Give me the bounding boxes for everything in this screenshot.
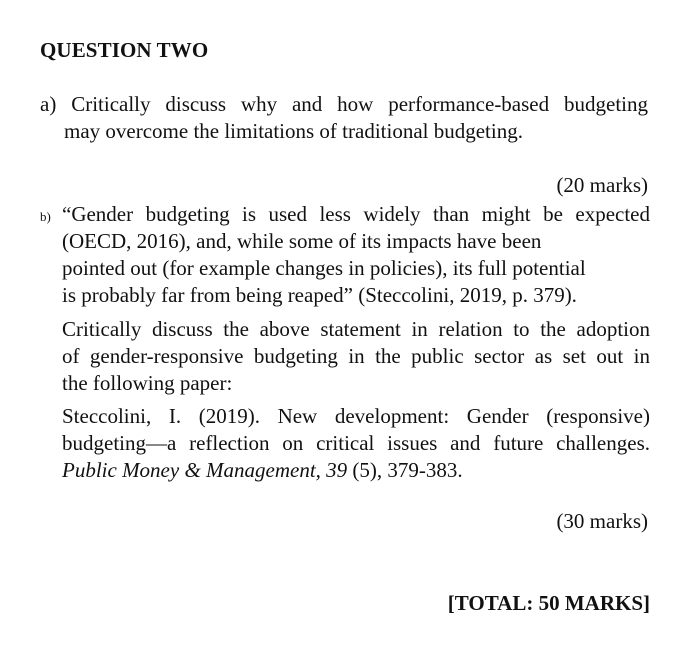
part-b-label: b) bbox=[40, 209, 51, 224]
instruction-line: of gender-responsive budgeting in the public sector as set out in bbox=[62, 344, 650, 368]
part-a-line: may overcome the limitations of traditional budgeting. bbox=[64, 119, 523, 143]
part-b-marks: (30 marks) bbox=[556, 509, 648, 533]
instruction-line: the following paper: bbox=[62, 371, 233, 395]
quote-line: is probably far from being reaped” (Steccolini, 2019, p. 379). bbox=[62, 283, 577, 307]
reference-line: budgeting—a reflection on critical issues and future challenges. bbox=[62, 431, 650, 455]
reference-line: Steccolini, I. (2019). New development: Gender (responsive) bbox=[62, 404, 650, 428]
quote-line: “Gender budgeting is used less widely than might be expected bbox=[62, 202, 650, 226]
reference-source-line bbox=[62, 457, 650, 484]
reference-issue-pages: (5), 379-383. bbox=[352, 458, 463, 482]
quote-line: pointed out (for example changes in policies), its full potential bbox=[62, 256, 586, 280]
part-b-instruction bbox=[62, 316, 650, 397]
total-marks: [TOTAL: 50 MARKS] bbox=[447, 591, 650, 615]
part-a-question bbox=[40, 91, 648, 145]
paper-reference bbox=[62, 403, 650, 484]
part-a-line: a) Critically discuss why and how performance-based budgeting bbox=[40, 92, 648, 116]
reference-volume: 39 bbox=[326, 458, 348, 482]
part-a-marks: (20 marks) bbox=[556, 173, 648, 197]
question-heading: QUESTION TWO bbox=[40, 38, 209, 62]
instruction-line: Critically discuss the above statement in relation to the adoption bbox=[62, 317, 650, 341]
reference-journal: Public Money & Management, bbox=[62, 458, 321, 482]
quote-line: (OECD, 2016), and, while some of its impacts have been bbox=[62, 229, 542, 253]
part-b-quote bbox=[62, 201, 650, 309]
